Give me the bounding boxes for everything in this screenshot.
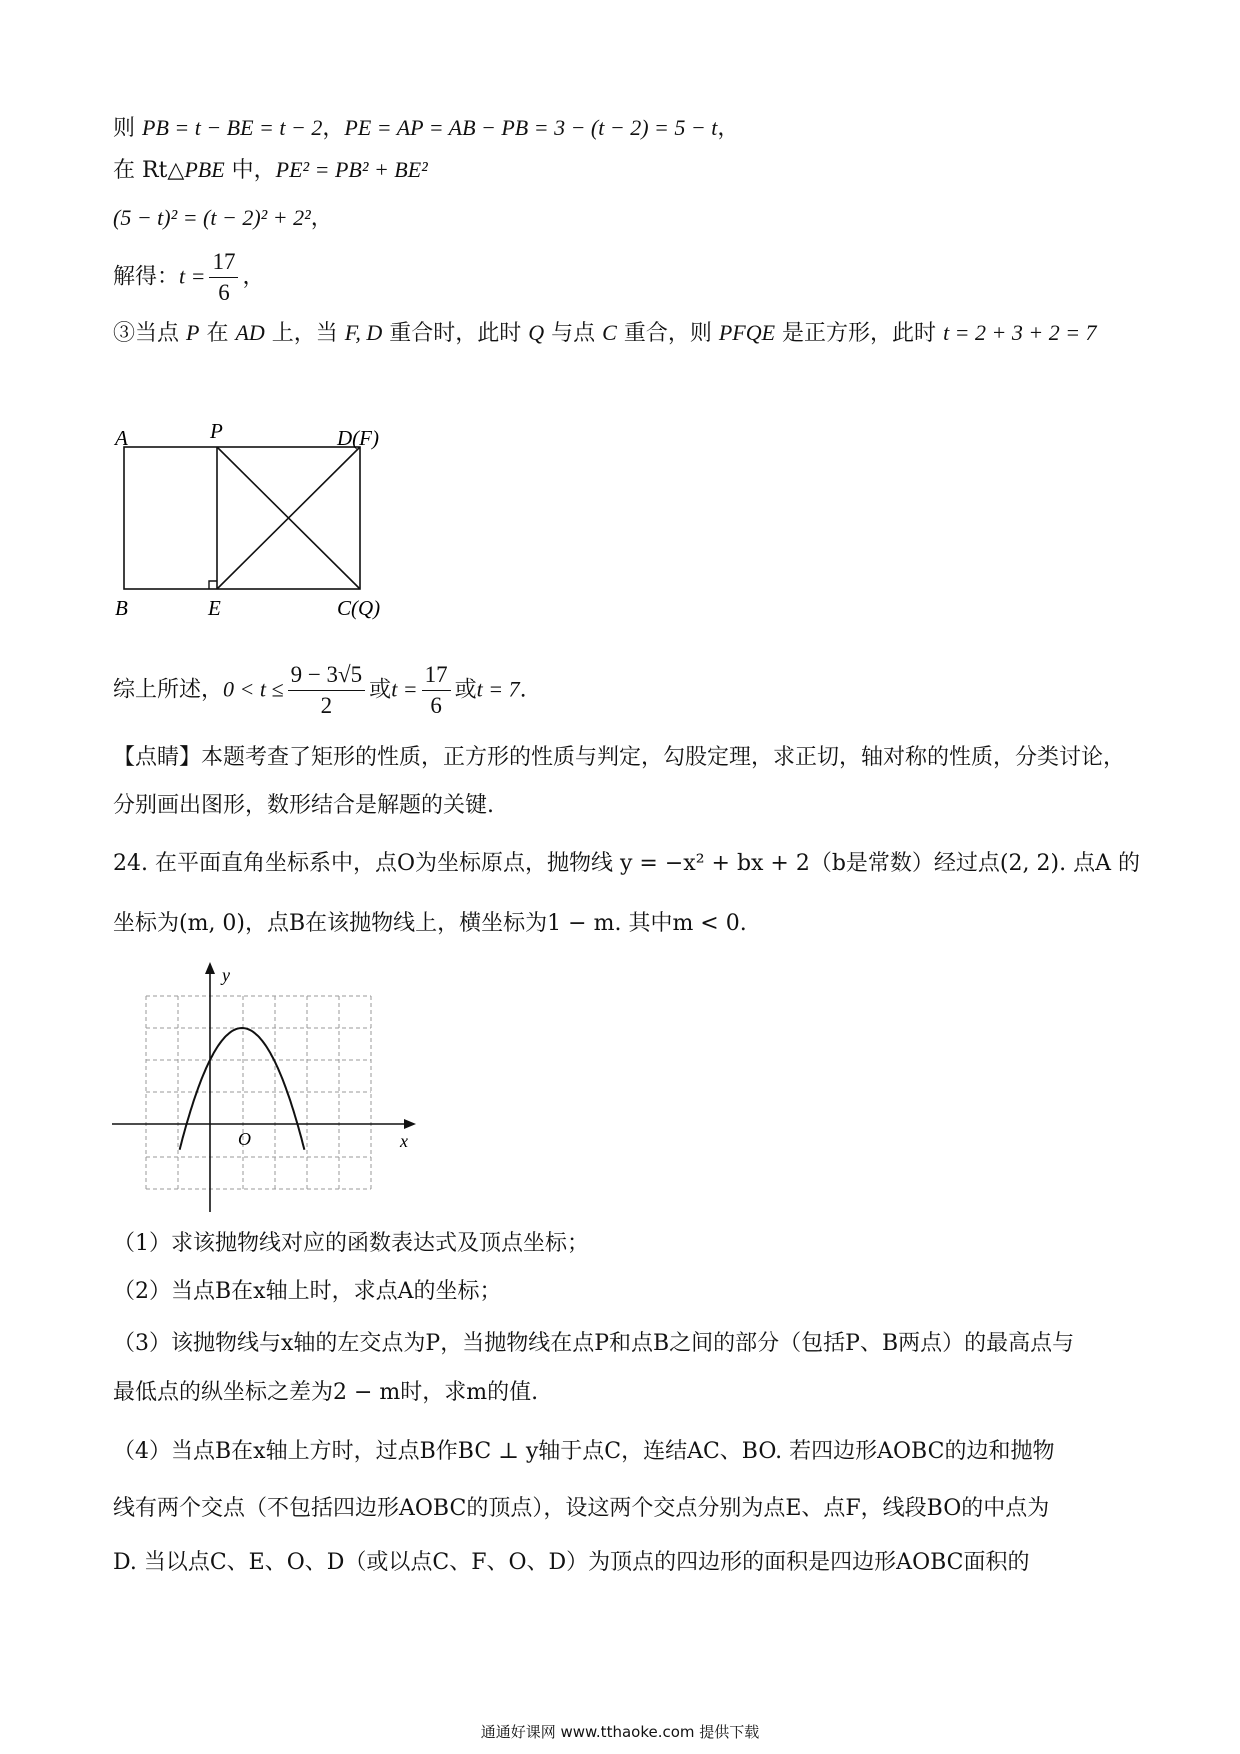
triangle-name: PBE [184,157,225,182]
text: ， [242,264,265,290]
equation: t = 7 [476,676,520,702]
equation-pb: PB = t − BE = t − 2 [142,115,323,140]
point-label: P [186,320,200,345]
label-c-q: C(Q) [337,596,381,620]
x-axis-arrow-icon [404,1119,416,1129]
problem-24-line-1: 24. 在平面直角坐标系中，点O为坐标原点，抛物线 y = −x² + bx + 2（b是常数）经过点(2, 2). 点A 的 [113,851,1140,876]
dashed-grid [146,996,371,1189]
question-1: （1）求该抛物线对应的函数表达式及顶点坐标； [113,1231,589,1256]
text: . [519,677,527,703]
pythagorean-equation: PE² = PB² + BE² [275,157,428,182]
comment-line-1: 【点睛】本题考查了矩形的性质，正方形的性质与判定，勾股定理，求正切，轴对称的性质，分类讨论， [113,745,1126,770]
text: ， [717,116,740,141]
text: 综上所述， [113,677,224,703]
inequality: 0 < t ≤ [223,676,284,702]
text: 与点 [544,321,603,346]
text: 上，当 [264,321,345,346]
point-label: Q [528,320,545,345]
numerator: 9 − 3√5 [288,660,366,691]
comment-line-2: 分别画出图形，数形结合是解题的关键. [113,793,494,818]
equation: t = 2 + 3 + 2 = 7 [943,320,1097,345]
variable: t = [391,676,418,702]
text: ③当点 [113,321,186,346]
question-4-line-1: （4）当点B在x轴上方时，过点B作BC ⊥ y轴于点C，连结AC、BO. 若四边形AOBC的边和抛物 [113,1439,1055,1464]
question-4-line-2: 线有两个交点（不包括四边形AOBC的顶点），设这两个交点分别为点E、点F，线段BO的中点为 [113,1496,1050,1521]
x-axis-label: x [400,1131,408,1151]
text: 则 [113,116,142,141]
equation-pe: PE = AP = AB − PB = 3 − (t − 2) = 5 − t [344,115,718,140]
label-a: A [115,426,128,450]
label-b: B [115,596,128,620]
text: 在 [199,321,236,346]
label-p: P [210,419,223,443]
numerator: 17 [209,247,238,278]
footer: 通通好课网 www.tthaoke.com 提供下载 [480,1723,760,1741]
label-e: E [208,596,221,620]
y-axis-label: y [222,965,230,985]
variable: t = [179,263,206,289]
equation: (5 − t)² = (t − 2)² + 2² [113,205,311,230]
label-d-f: D(F) [337,426,379,450]
segment-label: AD [235,320,265,345]
text: ， [310,206,333,231]
text: 重合，则 [616,321,719,346]
text: ， [322,116,345,141]
point-label: C [602,320,617,345]
denominator: 6 [218,280,230,305]
square-label: PFQE [718,320,776,345]
problem-24-line-2: 坐标为(m, 0)，点B在该抛物线上，横坐标为1 − m. 其中m < 0. [113,911,747,936]
text: 重合时，此时 [382,321,529,346]
numerator: 17 [422,660,451,691]
text: 或 [454,677,477,703]
denominator: 6 [430,693,442,718]
question-3-line-1: （3）该抛物线与x轴的左交点为P，当抛物线在点P和点B之间的部分（包括P、B两点）的最高点与 [113,1331,1075,1356]
origin-label: O [238,1129,251,1149]
denominator: 2 [320,693,333,718]
question-4-line-3: D. 当以点C、E、O、D（或以点C、F、O、D）为顶点的四边形的面积是四边形AOBC面积的 [113,1550,1030,1575]
y-axis-arrow-icon [205,962,215,974]
question-2: （2）当点B在x轴上时，求点A的坐标； [113,1279,502,1304]
text: 在 Rt△ [113,158,185,183]
question-3-line-2: 最低点的纵坐标之差为2 − m时，求m的值. [113,1380,539,1405]
text: 解得： [113,264,180,290]
text: 中， [224,158,276,183]
text: 是正方形，此时 [775,321,944,346]
point-label: F, D [344,320,383,345]
text: 或 [369,677,392,703]
